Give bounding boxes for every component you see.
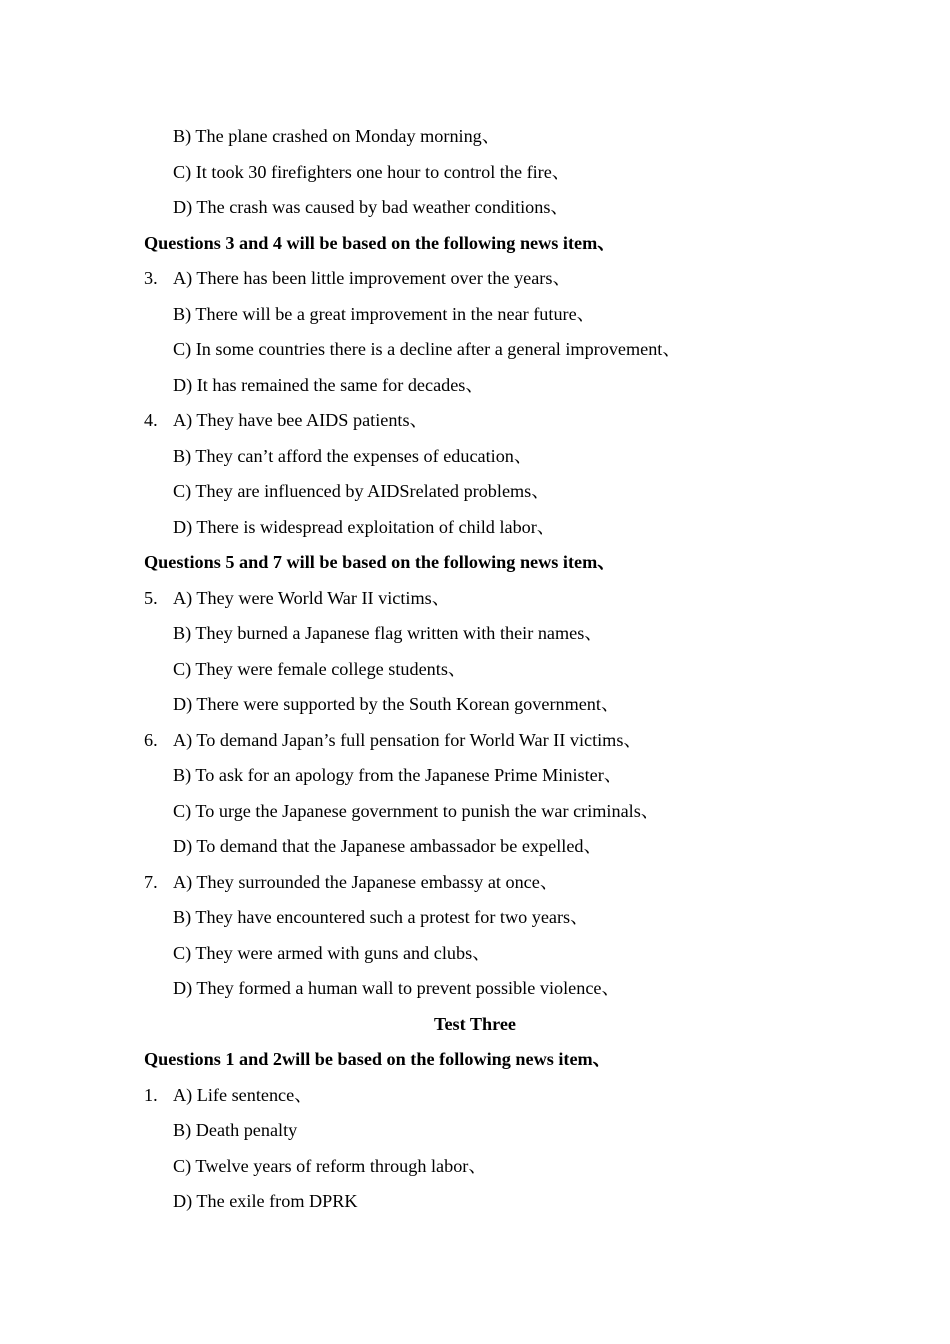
question-item [0,261,950,297]
question-number: 1. [144,1084,158,1105]
answer-option: B) They can’t afford the expenses of education、 [173,445,533,466]
answer-option: A) There has been little improvement over the years、 [173,268,571,288]
answer-option: B) They burned a Japanese flag written with their names、 [173,623,603,643]
question-item [0,581,950,617]
answer-option: C) To urge the Japanese government to punish the war criminals、 [173,800,659,821]
question-item [0,865,950,901]
answer-option: A) They were World War II victims、 [173,587,450,608]
question-item [0,1078,950,1114]
question-item [0,403,950,439]
answer-option: C) In some countries there is a decline after a general improvement、 [173,339,681,359]
question-number: 5. [144,587,158,608]
section-heading: Questions 1 and 2will be based on the following news item、 [144,1049,611,1069]
answer-option: D) To demand that the Japanese ambassador be expelled、 [173,836,602,856]
answer-option: C) They were female college students、 [173,658,467,679]
answer-option: B) The plane crashed on Monday morning、 [173,126,500,146]
answer-option: A) To demand Japan’s full pensation for World War II victims、 [173,729,642,750]
answer-option: B) There will be a great improvement in the near future、 [173,303,595,324]
section-heading: Questions 5 and 7 will be based on the following news item、 [144,552,616,572]
answer-option: C) Twelve years of reform through labor、 [173,1155,487,1176]
document-page [0,119,950,1220]
answer-option: B) They have encountered such a protest for two years、 [173,907,589,927]
question-item [0,723,950,759]
answer-option: C) They were armed with guns and clubs、 [173,942,491,963]
section-heading: Questions 3 and 4 will be based on the following news item、 [144,232,616,253]
test-title: Test Three [433,1013,517,1034]
question-number: 7. [144,871,158,892]
answer-option: B) Death penalty [173,1120,298,1140]
answer-option: D) They formed a human wall to prevent possible violence、 [173,978,620,998]
question-number: 6. [144,729,158,750]
answer-option: C) It took 30 firefighters one hour to control the fire、 [173,161,570,182]
answer-option: A) They have bee AIDS patients、 [173,410,428,430]
answer-option: A) They surrounded the Japanese embassy at once、 [173,871,559,892]
answer-option: D) The crash was caused by bad weather conditions、 [173,197,569,217]
answer-option: D) There were supported by the South Korean government、 [173,694,620,714]
question-number: 4. [144,410,158,430]
answer-option: D) There is widespread exploitation of child labor、 [173,516,555,537]
answer-option: B) To ask for an apology from the Japanese Prime Minister、 [173,765,622,785]
answer-option: D) The exile from DPRK [173,1191,358,1211]
answer-option: C) They are influenced by AIDSrelated problems、 [173,481,550,501]
question-number: 3. [144,268,158,288]
answer-option: D) It has remained the same for decades、 [173,374,484,395]
answer-option: A) Life sentence、 [173,1084,313,1105]
